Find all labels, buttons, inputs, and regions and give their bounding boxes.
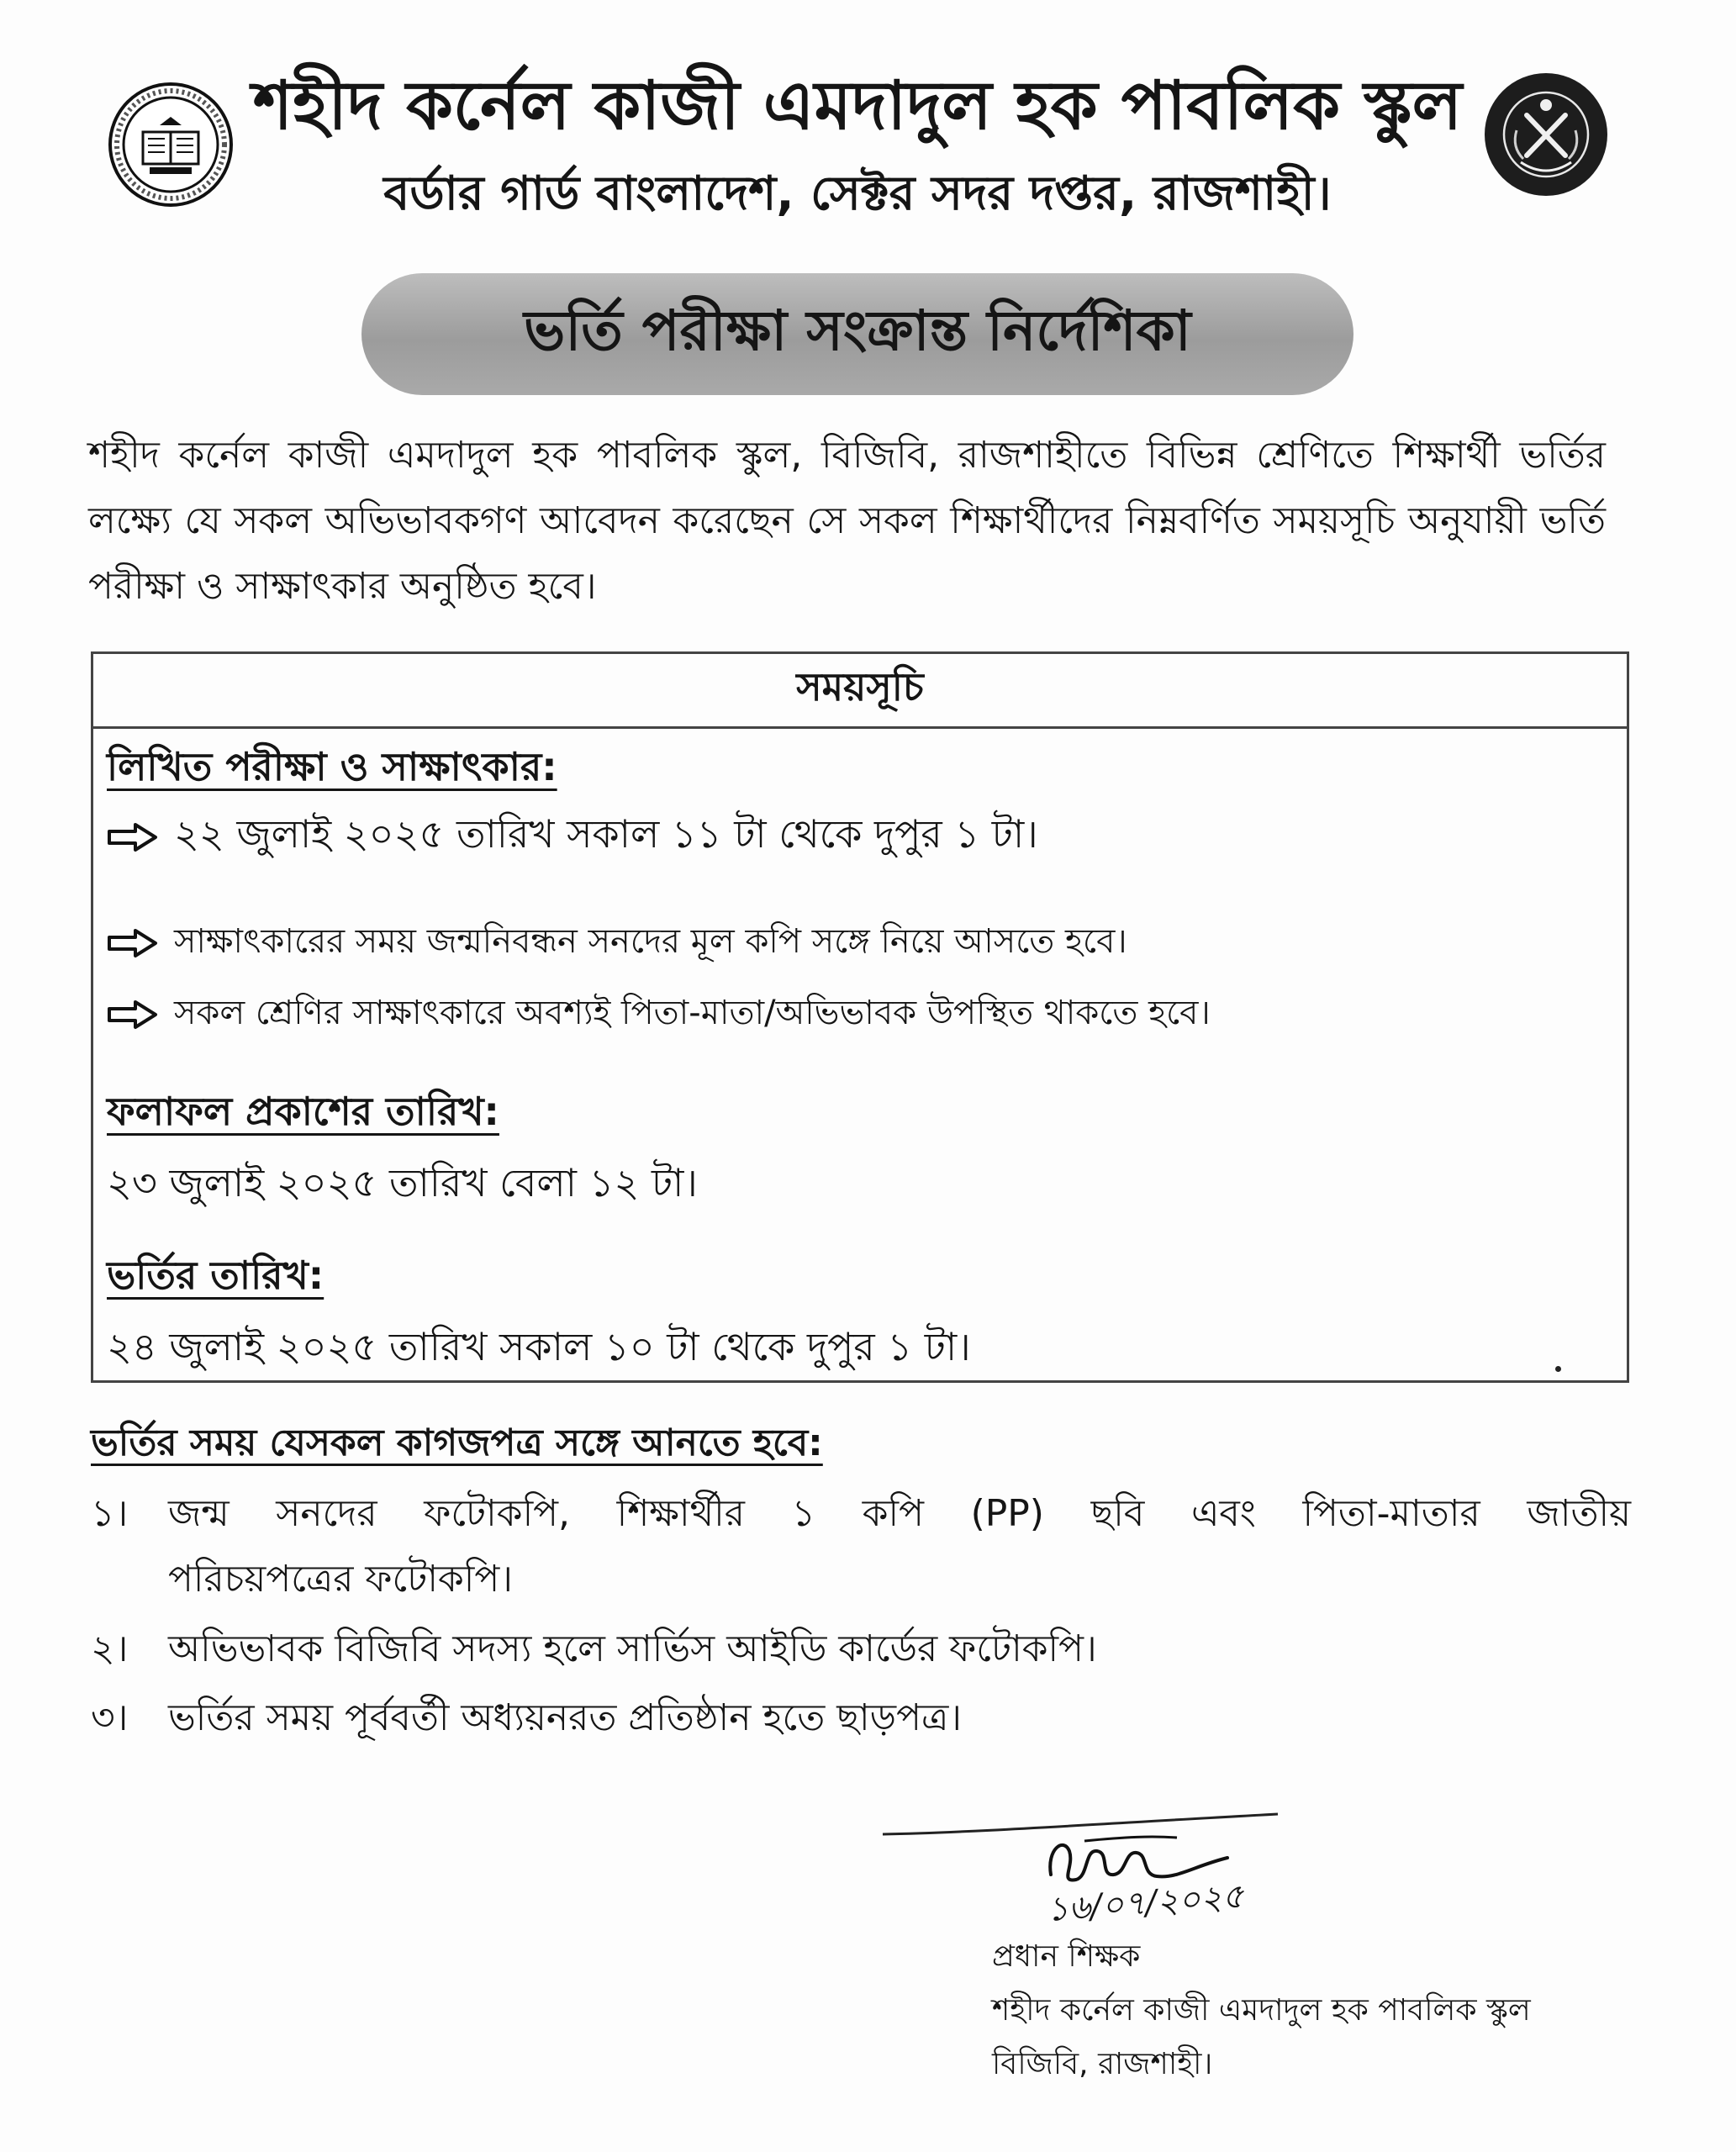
signature-location: বিজিবি, রাজশাহী। bbox=[992, 2047, 1213, 2081]
admission-date: ২৪ জুলাই ২০২৫ তারিখ সকাল ১০ টা থেকে দুপুর ১ টা। bbox=[107, 1324, 971, 1369]
school-name: শহীদ কর্নেল কাজী এমদাদুল হক পাবলিক স্কুল bbox=[252, 66, 1463, 145]
documents-title: ভর্তির সময় যেসকল কাগজপত্র সঙ্গে আনতে হবে: bbox=[91, 1421, 823, 1464]
document-item-1-line-1: জন্ম সনদের ফটোকপি, শিক্ষার্থীর ১ কপি (PP) ছবি এবং পিতা-মাতার জাতীয় bbox=[168, 1492, 1631, 1535]
notice-title: ভর্তি পরীক্ষা সংক্রান্ত নির্দেশিকা bbox=[524, 298, 1191, 363]
result-date-title: ফলাফল প্রকাশের তারিখ: bbox=[107, 1089, 499, 1134]
note-birth-certificate-line bbox=[107, 915, 1127, 971]
document-item-2: অভিভাবক বিজিবি সদস্য হলে সার্ভিস আইডি কার্ডের ফটোকপি। bbox=[168, 1627, 1097, 1670]
notice-title-banner bbox=[361, 273, 1353, 395]
right-arrow-icon bbox=[107, 928, 159, 958]
document-number: ৩। bbox=[91, 1696, 129, 1739]
right-arrow-icon bbox=[107, 822, 159, 852]
result-date: ২৩ জুলাই ২০২৫ তারিখ বেলা ১২ টা। bbox=[107, 1160, 698, 1205]
signature-school-name: শহীদ কর্নেল কাজী এমদাদুল হক পাবলিক স্কুল bbox=[992, 1993, 1531, 2028]
written-exam-title: লিখিত পরীক্ষা ও সাক্ষাৎকার: bbox=[107, 744, 557, 789]
document-item-3: ভর্তির সময় পূর্ববর্তী অধ্যয়নরত প্রতিষ্ঠান হতে ছাড়পত্র। bbox=[168, 1696, 963, 1739]
note-guardian: সকল শ্রেণির সাক্ষাৎকারে অবশ্যই পিতা-মাতা/অভিভাবক উপস্থিত থাকতে হবে। bbox=[174, 994, 1211, 1032]
document-number: ১। bbox=[91, 1492, 129, 1535]
school-address: বর্ডার গার্ড বাংলাদেশ, সেক্টর সদর দপ্তর, রাজশাহী। bbox=[383, 166, 1332, 221]
intro-paragraph: শহীদ কর্নেল কাজী এমদাদুল হক পাবলিক স্কুল, বিজিবি, রাজশাহীতে বিভিন্ন শ্রেণিতে শিক্ষার্থী ভর্তির লক্ষ্যে যে সকল অভিভাবকগণ আবেদন করেছেন সে সকল শিক্ষার্থীদের নিম্নবর্ণিত সময়সূচি অনুযায়ী ভর্তি পরীক্ষা ও সাক্ষাৎকার অনুষ্ঠিত হবে। bbox=[88, 434, 1606, 608]
admission-date-title: ভর্তির তারিখ: bbox=[107, 1253, 325, 1298]
written-exam-time-line bbox=[107, 805, 1038, 869]
document-number: ২। bbox=[91, 1627, 129, 1670]
schedule-box bbox=[91, 651, 1629, 1383]
schedule-heading: সময়সূচি bbox=[796, 664, 924, 709]
signature-date: ১৬/০৭/২০২৫ bbox=[1045, 1876, 1246, 1930]
note-guardian-line bbox=[107, 986, 1211, 1042]
designation: প্রধান শিক্ষক bbox=[992, 1939, 1141, 1974]
written-exam-time: ২২ জুলাই ২০২৫ তারিখ সকাল ১১ টা থেকে দুপুর ১ টা। bbox=[174, 811, 1038, 857]
note-birth-certificate: সাক্ষাৎকারের সময় জন্মনিবন্ধন সনদের মূল কপি সঙ্গে নিয়ে আসতে হবে। bbox=[174, 922, 1127, 961]
signature-block bbox=[992, 1930, 1665, 2091]
scan-speck bbox=[1555, 1366, 1561, 1372]
schedule-header bbox=[93, 654, 1627, 729]
document-item-1-line-2: পরিচয়পত্রের ফটোকপি। bbox=[168, 1558, 513, 1601]
right-arrow-icon bbox=[107, 1000, 159, 1030]
